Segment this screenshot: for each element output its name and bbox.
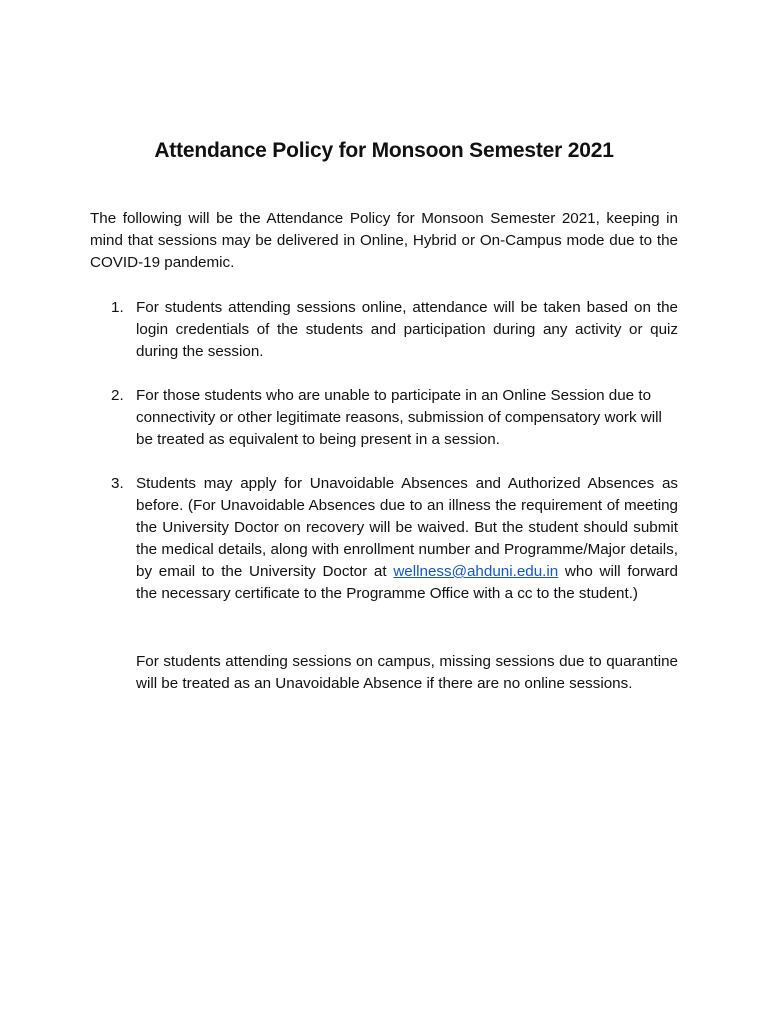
email-link[interactable]: wellness@ahduni.edu.in — [393, 563, 559, 580]
policy-list — [90, 297, 678, 627]
policy-item-1 — [90, 297, 678, 363]
policy-item-2 — [90, 385, 678, 451]
policy-item-text-after-link: who will forward the necessary certificate to the Programme Office with a cc to the student.) — [136, 563, 678, 602]
list-number: 1. — [111, 299, 124, 316]
policy-item-text-before-link: Students may apply for Unavoidable Absences and Authorized Absences as before. (For Unavoidable Absences due to an illness the requirement of meeting the University Doctor on recovery will be waived. But the student should submit the medical details, along with enrollment number and Programme/Major details, by email to the University Doctor at — [136, 475, 678, 580]
list-number: 3. — [111, 475, 124, 492]
policy-item-text: For students attending sessions online, attendance will be taken based on the login credentials of the students and participation during any activity or quiz during the session. — [136, 299, 678, 360]
policy-item-3 — [90, 473, 678, 605]
page-title: Attendance Policy for Monsoon Semester 2021 — [154, 139, 614, 162]
closing-paragraph: For students attending sessions on campus, missing sessions due to quarantine will be treated as an Unavoidable Absence if there are no online sessions. — [136, 653, 678, 692]
intro-paragraph: The following will be the Attendance Policy for Monsoon Semester 2021, keeping in mind that sessions may be delivered in Online, Hybrid or On-Campus mode due to the COVID-19 pandemic. — [90, 210, 678, 271]
list-number: 2. — [111, 387, 124, 404]
policy-item-text: For those students who are unable to participate in an Online Session due to connectivity or other legitimate reasons, submission of compensatory work will be treated as equivalent to being present in a session. — [136, 387, 662, 448]
